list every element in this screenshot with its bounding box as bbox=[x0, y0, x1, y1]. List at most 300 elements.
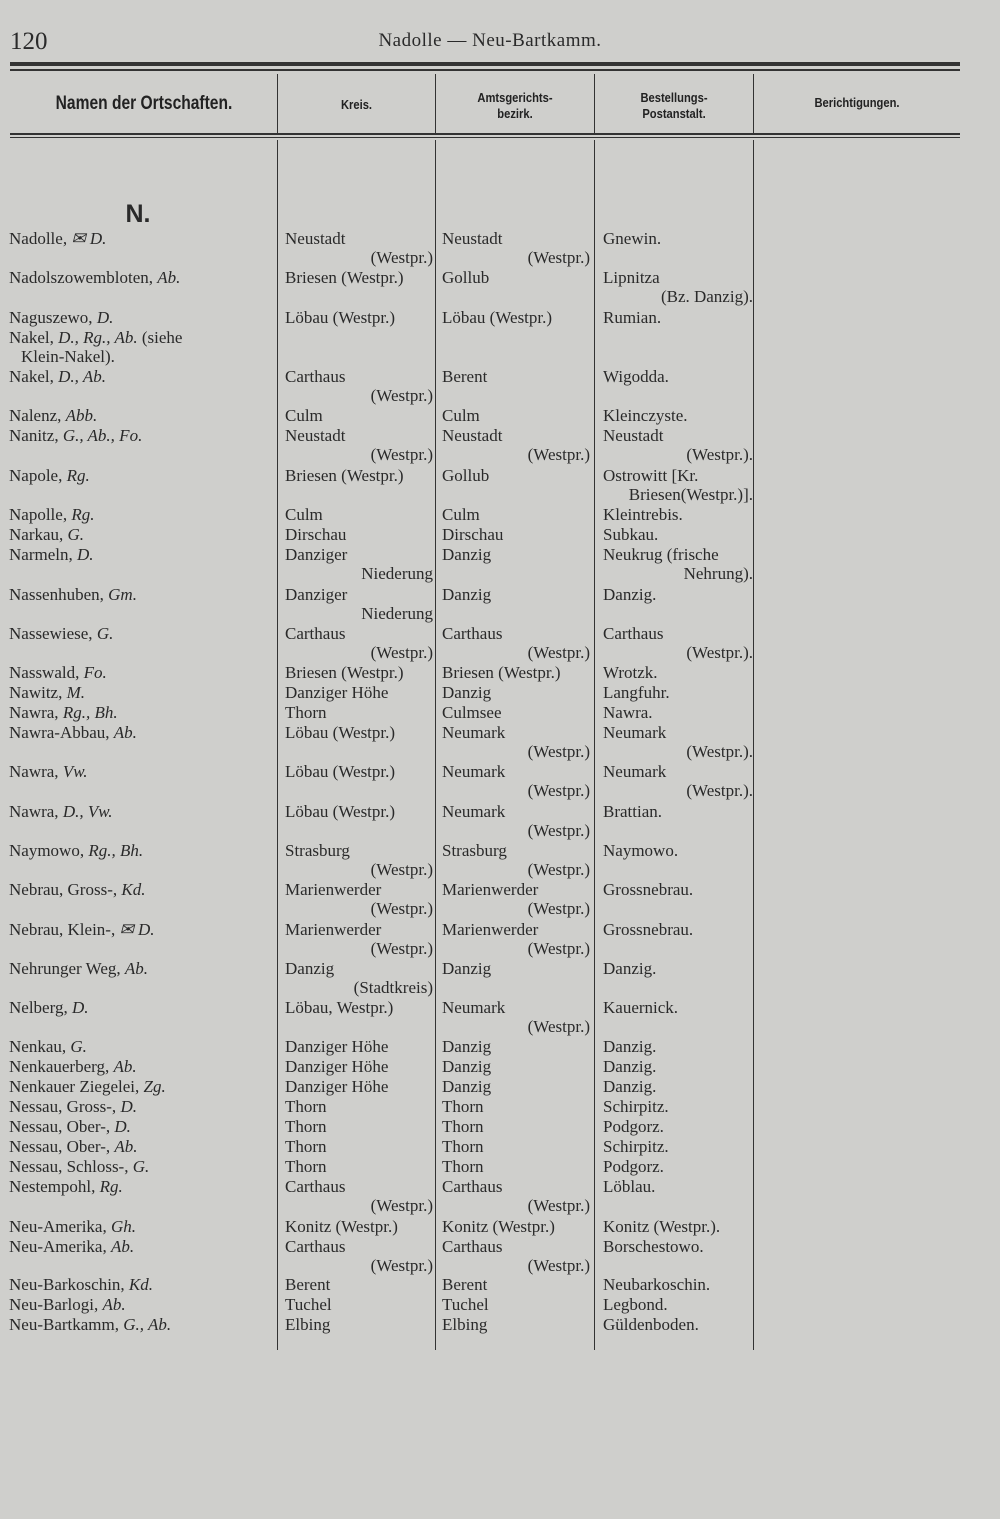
postanstalt-cell bbox=[603, 268, 753, 307]
place-type-abbrev: Ab. bbox=[113, 1057, 137, 1076]
kreis-cell-line: Danzig bbox=[285, 959, 335, 978]
place-name-text: (siehe bbox=[137, 328, 183, 347]
place-name-line bbox=[9, 723, 277, 742]
place-name bbox=[9, 367, 277, 386]
kreis-cell bbox=[285, 663, 433, 682]
place-name-line bbox=[9, 328, 277, 347]
postanstalt-cell bbox=[603, 762, 753, 801]
place-type-abbrev: Kd. bbox=[128, 1275, 154, 1294]
kreis-cell-line: Thorn bbox=[285, 1137, 327, 1156]
place-name-line bbox=[9, 683, 277, 702]
postanstalt-cell-line: Podgorz. bbox=[603, 1157, 664, 1176]
kreis-cell-line: Culm bbox=[285, 505, 323, 524]
kreis-cell-line: Elbing bbox=[285, 1315, 331, 1334]
amtsgericht-cell-line: Neustadt bbox=[442, 229, 503, 248]
postanstalt-cell bbox=[603, 367, 753, 386]
postanstalt-cell-line: Kleinczyste. bbox=[603, 406, 688, 425]
place-name-text: Nebrau, Gross-, bbox=[9, 880, 122, 899]
place-name-text: Neu-Amerika, bbox=[9, 1237, 111, 1256]
place-name-line bbox=[9, 1275, 277, 1294]
place-name-text: Narmeln, bbox=[9, 545, 77, 564]
postanstalt-cell-line: Nawra. bbox=[603, 703, 653, 722]
postanstalt-cell bbox=[603, 406, 753, 425]
postanstalt-cell-line: Wigodda. bbox=[603, 367, 669, 386]
place-name-text: Nawra, bbox=[9, 762, 63, 781]
postanstalt-cell bbox=[603, 624, 753, 663]
place-name-text: Nawra, bbox=[9, 703, 63, 722]
place-name-line bbox=[9, 959, 277, 978]
amtsgericht-cell bbox=[442, 367, 590, 386]
place-name bbox=[9, 328, 277, 367]
place-name-text: Nessau, Schloss-, bbox=[9, 1157, 133, 1176]
place-name bbox=[9, 802, 277, 821]
place-name-text: Klein-Nakel). bbox=[21, 347, 115, 367]
place-name bbox=[9, 1275, 277, 1294]
place-type-abbrev: D., Ab. bbox=[58, 367, 106, 386]
kreis-cell bbox=[285, 268, 433, 287]
place-name-text: Nestempohl, bbox=[9, 1177, 100, 1196]
place-name-text: Nassenhuben, bbox=[9, 585, 109, 604]
amtsgericht-cell bbox=[442, 920, 590, 959]
amtsgericht-cell bbox=[442, 1057, 590, 1076]
amtsgericht-cell-line: Briesen (Westpr.) bbox=[442, 663, 561, 682]
kreis-cell-line: Löbau (Westpr.) bbox=[285, 762, 396, 781]
kreis-cell bbox=[285, 624, 433, 663]
amtsgericht-cell-line: Neumark bbox=[442, 998, 506, 1017]
place-name bbox=[9, 268, 277, 287]
amtsgericht-cell-line: Carthaus bbox=[442, 1177, 503, 1196]
amtsgericht-cell-line: (Westpr.) bbox=[527, 445, 590, 465]
amtsgericht-cell-line: Neumark bbox=[442, 762, 506, 781]
place-name bbox=[9, 1117, 277, 1136]
place-name bbox=[9, 466, 277, 485]
place-type-abbrev: G. bbox=[67, 525, 85, 544]
postanstalt-cell-line: (Westpr.). bbox=[686, 445, 753, 465]
kreis-cell-line: Konitz (Westpr.) bbox=[285, 1217, 398, 1236]
amtsgericht-cell bbox=[442, 505, 590, 524]
postanstalt-cell bbox=[603, 1237, 753, 1256]
place-name-text: Narkau, bbox=[9, 525, 68, 544]
place-name bbox=[9, 1315, 277, 1334]
postanstalt-cell bbox=[603, 585, 753, 604]
place-name-line bbox=[9, 466, 277, 485]
place-type-abbrev: Gh. bbox=[110, 1217, 136, 1236]
amtsgericht-cell bbox=[442, 229, 590, 268]
postanstalt-cell-line: Danzig. bbox=[603, 1037, 657, 1056]
amtsgericht-cell-line: Danzig bbox=[442, 585, 492, 604]
section-letter: N. bbox=[125, 200, 151, 228]
postanstalt-cell-line: Legbond. bbox=[603, 1295, 668, 1314]
place-name-line bbox=[9, 703, 277, 722]
kreis-cell-line: Strasburg bbox=[285, 841, 350, 860]
kreis-cell bbox=[285, 466, 433, 485]
amtsgericht-cell-line: Neumark bbox=[442, 723, 506, 742]
amtsgericht-cell-line: (Westpr.) bbox=[527, 1256, 590, 1276]
kreis-cell bbox=[285, 920, 433, 959]
kreis-cell bbox=[285, 1295, 433, 1314]
place-name bbox=[9, 920, 277, 939]
column-header-berichtigungen: Berichtigungen. bbox=[814, 95, 900, 110]
postanstalt-cell-line: Konitz (Westpr.). bbox=[603, 1217, 721, 1236]
place-name-line bbox=[9, 1315, 277, 1334]
place-name bbox=[9, 308, 277, 327]
postanstalt-cell-line: Podgorz. bbox=[603, 1117, 664, 1136]
place-type-abbrev: Ab. bbox=[102, 1295, 126, 1314]
amtsgericht-cell-line: Gollub bbox=[442, 268, 490, 287]
place-name-text: Nelberg, bbox=[9, 998, 72, 1017]
kreis-cell bbox=[285, 1057, 433, 1076]
kreis-cell bbox=[285, 1097, 433, 1116]
postanstalt-cell bbox=[603, 1117, 753, 1136]
amtsgericht-cell bbox=[442, 1295, 590, 1314]
amtsgericht-cell bbox=[442, 1217, 590, 1236]
kreis-cell bbox=[285, 1117, 433, 1136]
postanstalt-cell bbox=[603, 466, 753, 505]
place-name bbox=[9, 406, 277, 425]
place-name bbox=[9, 505, 277, 524]
amtsgericht-cell-line: Neustadt bbox=[442, 426, 503, 445]
postanstalt-cell bbox=[603, 1315, 753, 1334]
place-name-line bbox=[9, 1117, 277, 1136]
place-name-text: Nessau, Ober-, bbox=[9, 1137, 115, 1156]
place-name-line bbox=[9, 880, 277, 899]
place-type-abbrev: D. bbox=[76, 545, 94, 564]
place-type-abbrev: G., Ab., Fo. bbox=[62, 426, 143, 445]
kreis-cell bbox=[285, 1177, 433, 1216]
place-type-abbrev: Ab. bbox=[114, 1137, 138, 1156]
kreis-cell-line: Löbau (Westpr.) bbox=[285, 802, 396, 821]
amtsgericht-cell bbox=[442, 802, 590, 841]
amtsgericht-cell-line: Thorn bbox=[442, 1117, 484, 1136]
amtsgericht-cell bbox=[442, 406, 590, 425]
place-type-abbrev: Ab. bbox=[113, 723, 137, 742]
place-name-text: Nessau, Ober-, bbox=[9, 1117, 115, 1136]
place-name-line bbox=[9, 663, 277, 682]
place-name-line bbox=[9, 525, 277, 544]
postanstalt-cell-line: Neubarkoschin. bbox=[603, 1275, 711, 1294]
amtsgericht-cell bbox=[442, 466, 590, 485]
postanstalt-cell bbox=[603, 880, 753, 899]
kreis-cell bbox=[285, 998, 433, 1017]
postanstalt-cell bbox=[603, 663, 753, 682]
place-name-line bbox=[9, 406, 277, 425]
page-number: 120 bbox=[10, 28, 48, 55]
place-type-abbrev: G. bbox=[132, 1157, 150, 1176]
postanstalt-cell bbox=[603, 723, 753, 762]
place-name-line bbox=[9, 268, 277, 287]
postanstalt-cell-line: Güldenboden. bbox=[603, 1315, 699, 1334]
amtsgericht-cell-line: Konitz (Westpr.) bbox=[442, 1217, 555, 1236]
place-type-abbrev: Gm. bbox=[108, 585, 137, 604]
postanstalt-cell-line: Danzig. bbox=[603, 1057, 657, 1076]
place-name-text: Naguszewo, bbox=[9, 308, 97, 327]
kreis-cell-line: Danziger bbox=[285, 585, 348, 604]
kreis-cell-line: Danziger Höhe bbox=[285, 1037, 389, 1056]
place-type-abbrev: Vw. bbox=[62, 762, 88, 781]
place-name-text: Nakel, bbox=[9, 328, 59, 347]
amtsgericht-cell-line: (Westpr.) bbox=[527, 643, 590, 663]
kreis-cell bbox=[285, 683, 433, 702]
kreis-cell bbox=[285, 880, 433, 919]
kreis-cell bbox=[285, 505, 433, 524]
place-name-line bbox=[9, 920, 277, 939]
place-name-text: Nawra, bbox=[9, 802, 63, 821]
postanstalt-cell bbox=[603, 703, 753, 722]
kreis-cell-line: Löbau (Westpr.) bbox=[285, 723, 396, 742]
amtsgericht-cell-line: (Westpr.) bbox=[527, 939, 590, 959]
kreis-cell-line: Danziger Höhe bbox=[285, 1057, 389, 1076]
place-type-abbrev: M. bbox=[66, 683, 86, 702]
place-name-text: Naymowo, bbox=[9, 841, 89, 860]
postanstalt-cell bbox=[603, 308, 753, 327]
kreis-cell-line: Culm bbox=[285, 406, 323, 425]
kreis-cell bbox=[285, 585, 433, 624]
amtsgericht-cell bbox=[442, 624, 590, 663]
amtsgericht-cell-line: Marienwerder bbox=[442, 920, 539, 939]
place-name-text: Nakel, bbox=[9, 367, 59, 386]
postanstalt-cell-line: Carthaus bbox=[603, 624, 664, 643]
place-name bbox=[9, 1295, 277, 1314]
amtsgericht-cell-line: Elbing bbox=[442, 1315, 488, 1334]
amtsgericht-cell-line: (Westpr.) bbox=[527, 742, 590, 762]
amtsgericht-cell bbox=[442, 841, 590, 880]
place-name bbox=[9, 1237, 277, 1256]
postanstalt-cell-line: Danzig. bbox=[603, 585, 657, 604]
kreis-cell-line: Thorn bbox=[285, 1097, 327, 1116]
kreis-cell bbox=[285, 1157, 433, 1176]
kreis-cell-line: Berent bbox=[285, 1275, 331, 1294]
kreis-cell-line: Marienwerder bbox=[285, 920, 382, 939]
amtsgericht-cell bbox=[442, 1315, 590, 1334]
kreis-cell-line: (Westpr.) bbox=[370, 386, 433, 406]
postanstalt-cell-line: (Westpr.). bbox=[686, 643, 753, 663]
postanstalt-cell bbox=[603, 1057, 753, 1076]
place-name-line bbox=[9, 1037, 277, 1056]
place-name-line bbox=[9, 1157, 277, 1176]
place-name-text: Nassewiese, bbox=[9, 624, 97, 643]
place-type-abbrev: Rg., Bh. bbox=[88, 841, 144, 860]
place-type-abbrev: Fo. bbox=[83, 663, 107, 682]
kreis-cell bbox=[285, 1217, 433, 1236]
kreis-cell-line: Niederung bbox=[361, 564, 433, 584]
place-name-text: Neu-Bartkamm, bbox=[9, 1315, 124, 1334]
postanstalt-cell-line: Ostrowitt [Kr. bbox=[603, 466, 699, 485]
postanstalt-cell-line: Naymowo. bbox=[603, 841, 679, 860]
place-name-line bbox=[9, 367, 277, 386]
place-type-abbrev: Rg., Bh. bbox=[62, 703, 118, 722]
place-name-text: Neu-Barkoschin, bbox=[9, 1275, 129, 1294]
kreis-cell-line: Niederung bbox=[361, 604, 433, 624]
place-name-text: Nalenz, bbox=[9, 406, 66, 425]
postanstalt-cell bbox=[603, 505, 753, 524]
kreis-cell bbox=[285, 545, 433, 584]
kreis-cell bbox=[285, 426, 433, 465]
postanstalt-cell bbox=[603, 920, 753, 939]
postanstalt-cell-line: (Bz. Danzig). bbox=[660, 287, 753, 307]
postanstalt-cell bbox=[603, 1137, 753, 1156]
kreis-cell bbox=[285, 229, 433, 268]
place-name-text: Neu-Barlogi, bbox=[9, 1295, 103, 1314]
place-name bbox=[9, 762, 277, 781]
amtsgericht-cell-line: Danzig bbox=[442, 683, 492, 702]
amtsgericht-cell-line: Berent bbox=[442, 1275, 488, 1294]
column-header-name: Namen der Ortschaften. bbox=[55, 93, 233, 114]
postanstalt-cell-line: Schirpitz. bbox=[603, 1097, 669, 1116]
amtsgericht-cell-line: (Westpr.) bbox=[527, 248, 590, 268]
postanstalt-cell-line: (Westpr.). bbox=[686, 742, 753, 762]
place-type-abbrev: ✉ D. bbox=[71, 229, 107, 248]
kreis-cell-line: Neustadt bbox=[285, 229, 346, 248]
kreis-cell-line: Danziger Höhe bbox=[285, 1077, 389, 1096]
column-header-post: Bestellungs- Postanstalt. bbox=[640, 90, 708, 121]
amtsgericht-cell-line: Neumark bbox=[442, 802, 506, 821]
place-type-abbrev: Rg. bbox=[66, 466, 90, 485]
postanstalt-cell bbox=[603, 426, 753, 465]
kreis-cell bbox=[285, 1275, 433, 1294]
kreis-cell bbox=[285, 841, 433, 880]
place-type-abbrev: Rg. bbox=[99, 1177, 123, 1196]
postanstalt-cell-line: Neumark bbox=[603, 762, 667, 781]
kreis-cell-line: (Westpr.) bbox=[370, 248, 433, 268]
amtsgericht-cell bbox=[442, 308, 590, 327]
amtsgericht-cell-line: Thorn bbox=[442, 1157, 484, 1176]
amtsgericht-cell bbox=[442, 998, 590, 1037]
postanstalt-cell-line: Löblau. bbox=[603, 1177, 656, 1196]
place-type-abbrev: D. bbox=[71, 998, 89, 1017]
kreis-cell-line: Dirschau bbox=[285, 525, 347, 544]
kreis-cell-line: Briesen (Westpr.) bbox=[285, 268, 404, 287]
place-name bbox=[9, 545, 277, 564]
postanstalt-cell bbox=[603, 1037, 753, 1056]
place-name bbox=[9, 525, 277, 544]
kreis-cell-line: Carthaus bbox=[285, 367, 346, 386]
amtsgericht-cell bbox=[442, 268, 590, 287]
place-name bbox=[9, 841, 277, 860]
place-type-abbrev: Ab. bbox=[110, 1237, 135, 1256]
place-name bbox=[9, 959, 277, 978]
kreis-cell-line: (Westpr.) bbox=[370, 860, 433, 880]
amtsgericht-cell-line: Löbau (Westpr.) bbox=[442, 308, 553, 327]
amtsgericht-cell-line: Danzig bbox=[442, 545, 492, 564]
place-name-line bbox=[9, 585, 277, 604]
place-name-line bbox=[9, 1177, 277, 1196]
place-name-line bbox=[9, 624, 277, 643]
postanstalt-cell-line: Danzig. bbox=[603, 959, 657, 978]
kreis-cell-line: Thorn bbox=[285, 1157, 327, 1176]
place-name-text: Nenkauerberg, bbox=[9, 1057, 114, 1076]
kreis-cell bbox=[285, 703, 433, 722]
postanstalt-cell bbox=[603, 1157, 753, 1176]
postanstalt-cell bbox=[603, 525, 753, 544]
amtsgericht-cell bbox=[442, 1037, 590, 1056]
postanstalt-cell-line: Wrotzk. bbox=[603, 663, 658, 682]
place-name-text: Nebrau, Klein-, bbox=[9, 920, 120, 939]
postanstalt-cell-line: Grossnebrau. bbox=[603, 880, 694, 899]
place-type-abbrev: G. bbox=[70, 1037, 87, 1056]
amtsgericht-cell bbox=[442, 1117, 590, 1136]
kreis-cell bbox=[285, 1315, 433, 1334]
place-name bbox=[9, 1137, 277, 1156]
place-name bbox=[9, 998, 277, 1017]
place-type-abbrev: D., Rg., Ab. bbox=[58, 328, 138, 347]
amtsgericht-cell bbox=[442, 762, 590, 801]
kreis-cell-line: Briesen (Westpr.) bbox=[285, 663, 404, 682]
kreis-cell-line: (Westpr.) bbox=[370, 1196, 433, 1216]
kreis-cell bbox=[285, 367, 433, 406]
amtsgericht-cell bbox=[442, 683, 590, 702]
kreis-cell bbox=[285, 1137, 433, 1156]
place-name bbox=[9, 1157, 277, 1176]
amtsgericht-cell bbox=[442, 426, 590, 465]
place-type-abbrev: Ab. bbox=[124, 959, 149, 978]
amtsgericht-cell-line: Gollub bbox=[442, 466, 490, 485]
amtsgericht-cell-line: (Westpr.) bbox=[527, 899, 590, 919]
place-name-text: Nenkauer Ziegelei, bbox=[9, 1077, 144, 1096]
column-header-amt: Amtsgerichts- bezirk. bbox=[477, 90, 553, 121]
postanstalt-cell-line: Brattian. bbox=[603, 802, 663, 821]
place-type-abbrev: D. bbox=[96, 308, 114, 327]
place-type-abbrev: Ab. bbox=[157, 268, 181, 287]
place-name-text: Nadolle, bbox=[9, 229, 72, 248]
place-name-line bbox=[9, 1217, 277, 1236]
amtsgericht-cell bbox=[442, 880, 590, 919]
place-name bbox=[9, 663, 277, 682]
postanstalt-cell bbox=[603, 841, 753, 860]
kreis-cell-line: Danziger Höhe bbox=[285, 683, 389, 702]
kreis-cell-line: (Westpr.) bbox=[370, 939, 433, 959]
place-name bbox=[9, 1057, 277, 1076]
place-name bbox=[9, 585, 277, 604]
place-name bbox=[9, 880, 277, 899]
amtsgericht-cell bbox=[442, 1077, 590, 1096]
place-name-text: Nadolszowembloten, bbox=[9, 268, 158, 287]
kreis-cell-line: Marienwerder bbox=[285, 880, 382, 899]
kreis-cell bbox=[285, 1237, 433, 1276]
place-name-line bbox=[9, 762, 277, 781]
place-type-abbrev: Rg. bbox=[71, 505, 95, 524]
place-name-line bbox=[9, 426, 277, 445]
kreis-cell-line: (Westpr.) bbox=[370, 643, 433, 663]
place-name-line bbox=[9, 1295, 277, 1314]
postanstalt-cell-line: Briesen(Westpr.)]. bbox=[628, 485, 753, 505]
kreis-cell bbox=[285, 406, 433, 425]
kreis-cell-line: Tuchel bbox=[285, 1295, 332, 1314]
kreis-cell-line: Thorn bbox=[285, 703, 327, 722]
postanstalt-cell-line: Rumian. bbox=[603, 308, 662, 327]
place-type-abbrev: Kd. bbox=[121, 880, 146, 899]
postanstalt-cell bbox=[603, 1077, 753, 1096]
place-name-text: Nenkau, bbox=[9, 1037, 71, 1056]
amtsgericht-cell bbox=[442, 585, 590, 604]
kreis-cell-line: Löbau (Westpr.) bbox=[285, 308, 396, 327]
postanstalt-cell bbox=[603, 229, 753, 248]
postanstalt-cell-line: Neustadt bbox=[603, 426, 664, 445]
amtsgericht-cell-line: (Westpr.) bbox=[527, 781, 590, 801]
place-name bbox=[9, 703, 277, 722]
postanstalt-cell-line: Neumark bbox=[603, 723, 667, 742]
amtsgericht-cell-line: Carthaus bbox=[442, 1237, 503, 1256]
postanstalt-cell-line: Borschestowo. bbox=[603, 1237, 704, 1256]
place-name-line bbox=[9, 229, 277, 248]
postanstalt-cell bbox=[603, 545, 753, 584]
postanstalt-cell bbox=[603, 1177, 753, 1196]
kreis-cell-line: Carthaus bbox=[285, 1237, 346, 1256]
place-name-line bbox=[9, 1137, 277, 1156]
amtsgericht-cell-line: Tuchel bbox=[442, 1295, 489, 1314]
kreis-cell bbox=[285, 762, 433, 781]
place-name bbox=[9, 1037, 277, 1056]
postanstalt-cell bbox=[603, 959, 753, 978]
